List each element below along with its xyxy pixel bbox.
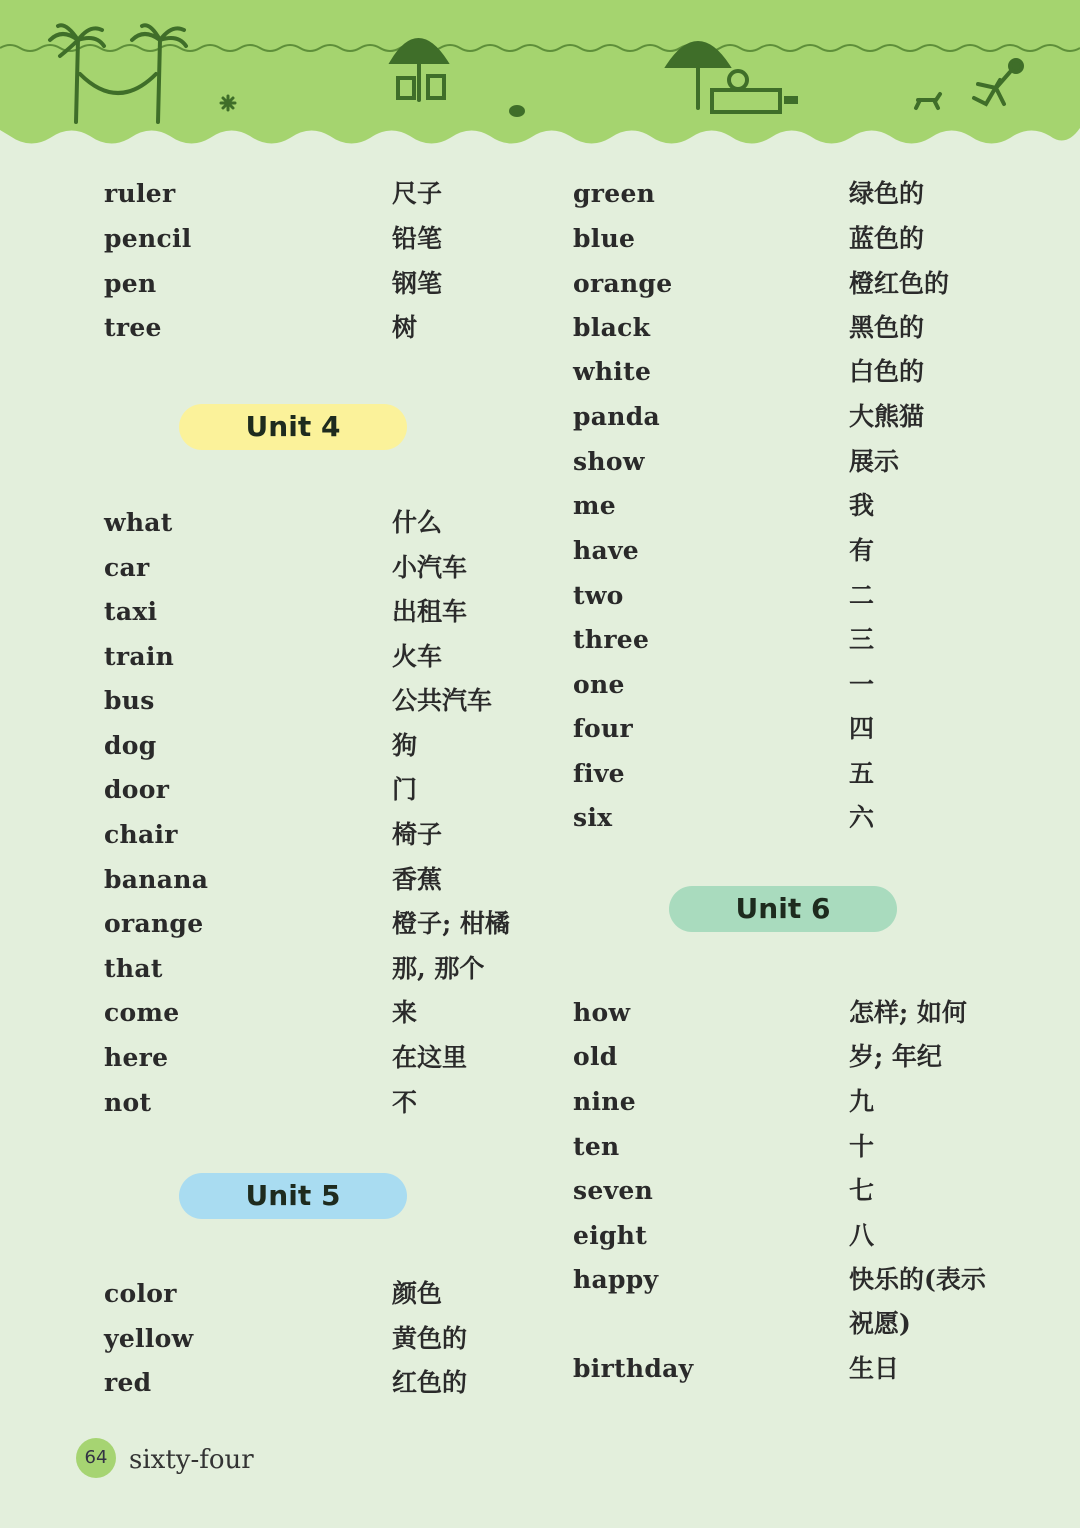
word-en: pencil — [104, 224, 192, 253]
word-en: dog — [104, 731, 157, 760]
word-zh: 祝愿) — [849, 1309, 911, 1338]
word-en: blue — [573, 224, 636, 253]
word-zh: 白色的 — [849, 357, 925, 386]
word-zh: 出租车 — [392, 597, 468, 626]
word-zh: 狗 — [392, 731, 418, 760]
word-en: two — [573, 581, 624, 610]
word-en: come — [104, 998, 180, 1027]
unit-5-heading: Unit 5 — [179, 1173, 407, 1219]
unit-4-heading: Unit 4 — [179, 404, 407, 450]
word-en: chair — [104, 820, 178, 849]
word-en: show — [573, 447, 645, 476]
word-zh: 火车 — [392, 642, 443, 671]
word-zh: 蓝色的 — [849, 224, 925, 253]
word-zh: 七 — [849, 1176, 875, 1205]
word-zh: 四 — [849, 714, 875, 743]
word-en: birthday — [573, 1354, 694, 1383]
word-zh: 颜色 — [392, 1279, 443, 1308]
word-zh: 三 — [849, 625, 875, 654]
word-en: how — [573, 998, 631, 1027]
word-zh: 有 — [849, 536, 875, 565]
word-en: ten — [573, 1132, 620, 1161]
word-en: me — [573, 491, 616, 520]
word-en: panda — [573, 402, 661, 431]
word-en: pen — [104, 269, 157, 298]
word-en: seven — [573, 1176, 654, 1205]
word-en: bus — [104, 686, 155, 715]
word-en: black — [573, 313, 651, 342]
word-zh: 椅子 — [392, 820, 443, 849]
word-en: one — [573, 670, 625, 699]
word-zh: 大熊猫 — [849, 402, 925, 431]
word-zh: 一 — [849, 670, 875, 699]
word-zh: 五 — [849, 759, 875, 788]
word-en: white — [573, 357, 652, 386]
word-zh: 十 — [849, 1132, 875, 1161]
word-zh: 香蕉 — [392, 865, 443, 894]
word-en: five — [573, 759, 625, 788]
word-en: orange — [104, 909, 204, 938]
header-banner — [0, 0, 1080, 150]
word-en: six — [573, 803, 613, 832]
word-zh: 公共汽车 — [392, 686, 493, 715]
word-zh: 树 — [392, 313, 418, 342]
word-zh: 什么 — [392, 508, 443, 537]
word-en: yellow — [104, 1324, 194, 1353]
banner-illustration — [0, 0, 1080, 150]
word-zh: 黄色的 — [392, 1324, 468, 1353]
word-en: eight — [573, 1221, 648, 1250]
word-en: car — [104, 553, 150, 582]
word-en: tree — [104, 313, 162, 342]
word-zh: 九 — [849, 1087, 875, 1116]
word-en: door — [104, 775, 170, 804]
unit-6-heading: Unit 6 — [669, 886, 897, 932]
word-en: have — [573, 536, 640, 565]
word-zh: 八 — [849, 1221, 875, 1250]
word-zh: 橙红色的 — [849, 269, 950, 298]
word-en: three — [573, 625, 650, 654]
word-zh: 二 — [849, 581, 875, 610]
word-en: taxi — [104, 597, 158, 626]
word-zh: 展示 — [849, 447, 900, 476]
word-en: train — [104, 642, 175, 671]
word-en: orange — [573, 269, 673, 298]
word-en: what — [104, 508, 173, 537]
word-en: ruler — [104, 179, 176, 208]
word-en: not — [104, 1088, 152, 1117]
word-zh: 岁; 年纪 — [849, 1042, 942, 1071]
word-zh: 红色的 — [392, 1368, 468, 1397]
word-zh: 来 — [392, 998, 418, 1027]
word-en: four — [573, 714, 633, 743]
page-number-word: sixty-four — [129, 1445, 254, 1475]
word-zh: 六 — [849, 803, 875, 832]
word-zh: 小汽车 — [392, 553, 468, 582]
word-zh: 尺子 — [392, 179, 443, 208]
word-en: that — [104, 954, 163, 983]
word-zh: 怎样; 如何 — [849, 998, 967, 1027]
word-zh: 黑色的 — [849, 313, 925, 342]
word-zh: 绿色的 — [849, 179, 925, 208]
word-zh: 门 — [392, 775, 418, 804]
word-en: nine — [573, 1087, 636, 1116]
word-zh: 橙子; 柑橘 — [392, 909, 510, 938]
word-en: old — [573, 1042, 618, 1071]
word-en: green — [573, 179, 656, 208]
word-en: banana — [104, 865, 209, 894]
word-en: red — [104, 1368, 152, 1397]
word-zh: 钢笔 — [392, 269, 443, 298]
word-en: here — [104, 1043, 169, 1072]
word-zh: 铅笔 — [392, 224, 443, 253]
word-zh: 生日 — [849, 1354, 900, 1383]
word-en: happy — [573, 1265, 659, 1294]
word-zh: 不 — [392, 1088, 418, 1117]
word-zh: 快乐的(表示 — [849, 1265, 986, 1294]
page-number-badge: 64 — [76, 1438, 116, 1478]
word-zh: 在这里 — [392, 1043, 468, 1072]
word-zh: 我 — [849, 491, 875, 520]
word-en: color — [104, 1279, 177, 1308]
word-zh: 那, 那个 — [392, 954, 485, 983]
